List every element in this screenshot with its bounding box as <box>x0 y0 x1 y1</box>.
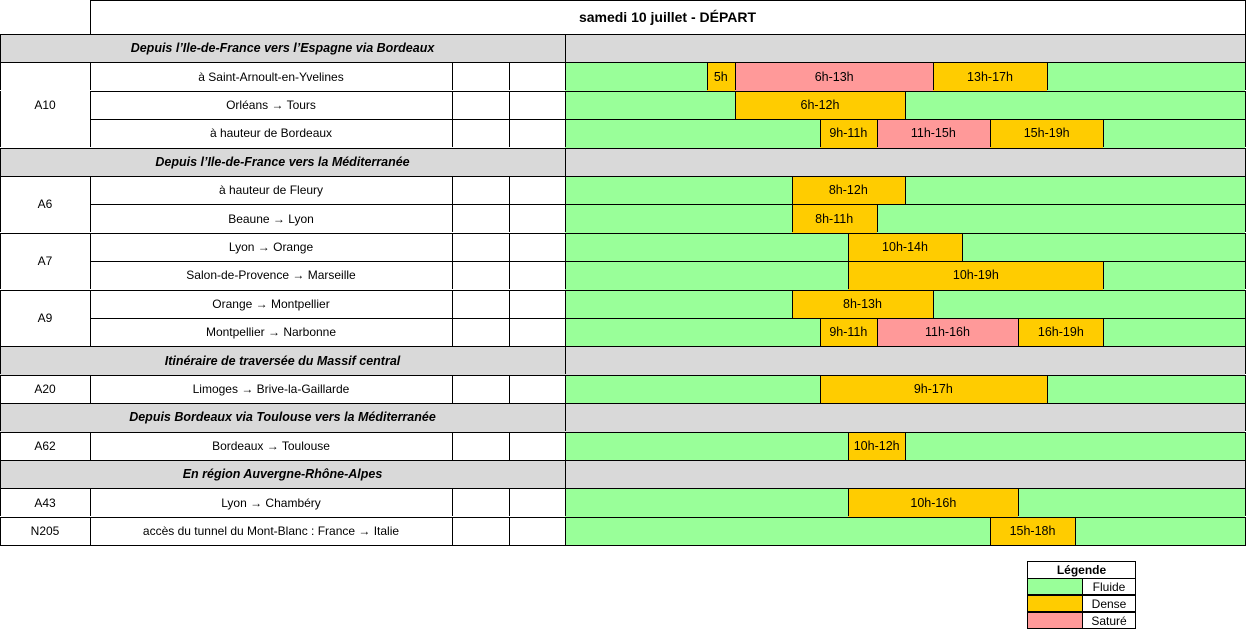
segment-border <box>1103 261 1104 289</box>
col-border <box>509 318 510 346</box>
legend-label-sature: Saturé <box>1082 613 1135 628</box>
road-label: A20 <box>34 381 56 396</box>
col-border <box>0 34 1 62</box>
segment-border <box>1047 375 1048 403</box>
col-border <box>90 233 91 261</box>
empty-cell <box>452 432 509 460</box>
empty-cell <box>452 233 509 261</box>
timeline-segment-dense: 9h-11h <box>820 318 877 346</box>
legend-swatch-dense <box>1028 596 1082 611</box>
empty-cell <box>452 261 509 289</box>
row-border <box>90 62 1246 63</box>
row-border <box>0 346 1246 347</box>
col-border <box>0 204 1 232</box>
empty-cell <box>509 233 565 261</box>
segment-border <box>877 318 878 346</box>
timeline-fluide <box>565 204 1245 232</box>
col-border <box>565 148 566 176</box>
segment-border <box>933 62 934 90</box>
segment-border <box>1103 318 1104 346</box>
col-border <box>452 290 453 318</box>
segment-border <box>877 204 878 232</box>
legend-label-dense: Dense <box>1082 596 1135 611</box>
col-border <box>0 318 1 346</box>
col-border <box>0 233 1 261</box>
road-label: A43 <box>34 495 56 510</box>
segment-border <box>792 204 793 232</box>
segment-border <box>848 261 849 289</box>
segment-border <box>1018 318 1019 346</box>
row-border <box>0 517 90 518</box>
empty-cell <box>509 517 565 545</box>
segment-border <box>990 517 991 545</box>
col-border <box>452 204 453 232</box>
route-section: Montpellier → Narbonne <box>205 325 337 340</box>
title-top-border <box>90 0 1246 1</box>
timeline-segment-dense: 6h-12h <box>735 91 905 119</box>
segment-border <box>792 290 793 318</box>
col-border <box>565 488 566 516</box>
road-label: A10 <box>34 97 56 112</box>
row-border <box>90 176 1246 177</box>
col-border <box>0 403 1 431</box>
section-header: Depuis l’Ile-de-France vers l’Espagne via Bordeaux <box>0 34 565 62</box>
legend <box>1027 561 1136 629</box>
col-border <box>565 204 566 232</box>
col-border <box>0 488 1 516</box>
col-border <box>90 517 91 545</box>
empty-cell <box>452 176 509 204</box>
empty-cell <box>509 432 565 460</box>
row-border <box>90 517 1246 518</box>
timeline-segment-dense: 9h-11h <box>820 119 877 147</box>
col-border <box>0 119 1 147</box>
col-border <box>565 119 566 147</box>
empty-cell <box>452 517 509 545</box>
segment-border <box>820 318 821 346</box>
timeline-segment-dense: 8h-12h <box>792 176 905 204</box>
legend-title: Légende <box>1027 561 1136 578</box>
empty-cell <box>452 62 509 90</box>
row-border <box>0 432 90 433</box>
col-border <box>0 517 1 545</box>
route-section: Orange → Montpellier <box>212 296 330 311</box>
segment-border <box>905 432 906 460</box>
empty-cell <box>509 119 565 147</box>
row-border <box>0 176 90 177</box>
col-border <box>0 432 1 460</box>
empty-cell <box>452 318 509 346</box>
route-section: à hauteur de Fleury <box>218 183 324 198</box>
timeline-segment-dense: 15h-19h <box>990 119 1103 147</box>
row-border <box>90 432 1246 433</box>
empty-cell <box>509 261 565 289</box>
title-left-border <box>90 0 91 34</box>
col-border <box>565 91 566 119</box>
col-border <box>565 318 566 346</box>
col-border <box>565 375 566 403</box>
col-border <box>0 91 1 119</box>
road-label: A9 <box>37 310 53 325</box>
route-section: Limoges → Brive-la-Gaillarde <box>192 381 350 396</box>
col-border <box>509 91 510 119</box>
timeline-segment-dense: 10h-14h <box>848 233 961 261</box>
col-border <box>0 290 1 318</box>
row-border <box>0 375 90 376</box>
segment-border <box>1103 119 1104 147</box>
col-border <box>0 346 1 374</box>
empty-cell <box>509 290 565 318</box>
route-section: Orléans → Tours <box>226 97 316 112</box>
col-border <box>565 176 566 204</box>
col-border <box>565 261 566 289</box>
row-border <box>0 34 1246 35</box>
col-border <box>90 91 91 119</box>
col-border <box>90 488 91 516</box>
col-border <box>452 318 453 346</box>
route-section: Salon-de-Provence → Marseille <box>186 268 356 283</box>
segment-border <box>990 119 991 147</box>
section-header-timeline <box>565 148 1245 176</box>
col-border <box>452 517 453 545</box>
timeline-segment-dense: 10h-16h <box>848 488 1018 516</box>
col-border <box>452 119 453 147</box>
timeline-fluide <box>565 517 1245 545</box>
segment-border <box>848 432 849 460</box>
col-border <box>452 432 453 460</box>
empty-cell <box>509 62 565 90</box>
timeline-segment-sature: 11h-15h <box>877 119 990 147</box>
col-border <box>509 176 510 204</box>
segment-border <box>1075 517 1076 545</box>
segment-border <box>820 119 821 147</box>
row-border <box>0 460 1246 461</box>
segment-border <box>905 91 906 119</box>
col-border <box>565 290 566 318</box>
segment-border <box>848 233 849 261</box>
segment-border <box>962 233 963 261</box>
road-label: A6 <box>37 197 53 212</box>
col-border <box>0 176 1 204</box>
row-border <box>90 318 1246 319</box>
col-border <box>509 517 510 545</box>
row-border <box>0 148 1246 149</box>
empty-cell <box>452 119 509 147</box>
legend-label-fluide: Fluide <box>1082 579 1135 594</box>
col-border <box>452 488 453 516</box>
table-bottom-border <box>0 545 1246 546</box>
col-border <box>90 432 91 460</box>
section-header: Depuis Bordeaux via Toulouse vers la Méditerranée <box>0 403 565 431</box>
section-header: Depuis l’Ile-de-France vers la Méditerranée <box>0 148 565 176</box>
col-border <box>565 460 566 488</box>
segment-border <box>1018 488 1019 516</box>
empty-cell <box>509 176 565 204</box>
col-border <box>452 91 453 119</box>
row-border <box>90 488 1246 489</box>
empty-cell <box>509 318 565 346</box>
route-section: à Saint-Arnoult-en-Yvelines <box>198 69 344 84</box>
col-border <box>565 233 566 261</box>
col-border <box>565 34 566 62</box>
route-section: Bordeaux → Toulouse <box>212 438 330 453</box>
col-border <box>509 290 510 318</box>
col-border <box>90 119 91 147</box>
row-border <box>90 233 1246 234</box>
empty-cell <box>509 204 565 232</box>
section-header: Itinéraire de traversée du Massif central <box>0 346 565 374</box>
col-border <box>509 204 510 232</box>
empty-cell <box>509 91 565 119</box>
road-label: A7 <box>37 254 53 269</box>
legend-row-dense <box>1027 595 1136 612</box>
legend-swatch-sature <box>1028 613 1082 628</box>
route-section: Beaune → Lyon <box>228 211 314 226</box>
legend-row-sature <box>1027 612 1136 629</box>
row-border <box>90 375 1246 376</box>
col-border <box>452 261 453 289</box>
timeline-segment-dense: 13h-17h <box>933 62 1046 90</box>
segment-border <box>735 62 736 90</box>
empty-cell <box>509 488 565 516</box>
col-border <box>509 119 510 147</box>
col-border <box>90 204 91 232</box>
empty-cell <box>452 204 509 232</box>
col-border <box>0 375 1 403</box>
row-border <box>0 233 90 234</box>
col-border <box>90 261 91 289</box>
col-border <box>0 261 1 289</box>
route-section: à hauteur de Bordeaux <box>209 126 333 141</box>
section-header-timeline <box>565 34 1245 62</box>
route-section: accès du tunnel du Mont-Blanc : France → Italie <box>142 523 400 538</box>
timeline-segment-dense: 10h-12h <box>848 432 905 460</box>
col-border <box>452 233 453 261</box>
row-border <box>0 62 90 63</box>
empty-cell <box>509 375 565 403</box>
col-border <box>509 233 510 261</box>
road-label: A62 <box>34 438 56 453</box>
row-border <box>90 290 1246 291</box>
timeline-segment-dense: 15h-18h <box>990 517 1075 545</box>
segment-border <box>792 176 793 204</box>
section-header-timeline <box>565 460 1245 488</box>
route-section: Lyon → Chambéry <box>221 495 321 510</box>
timeline-segment-dense: 10h-19h <box>848 261 1103 289</box>
empty-cell <box>452 488 509 516</box>
col-border <box>90 375 91 403</box>
col-border <box>0 62 1 90</box>
segment-border <box>905 176 906 204</box>
row-border <box>0 403 1246 404</box>
empty-cell <box>452 91 509 119</box>
segment-border <box>848 488 849 516</box>
segment-border <box>933 290 934 318</box>
empty-cell <box>452 375 509 403</box>
section-header-timeline <box>565 403 1245 431</box>
col-border <box>565 517 566 545</box>
empty-cell <box>452 290 509 318</box>
col-border <box>565 403 566 431</box>
col-border <box>509 62 510 90</box>
row-border <box>90 204 1246 205</box>
timeline-segment-sature: 6h-13h <box>735 62 933 90</box>
timeline-segment-dense: 9h-17h <box>820 375 1047 403</box>
section-header-timeline <box>565 346 1245 374</box>
timeline-segment-dense: 8h-13h <box>792 290 934 318</box>
timeline-segment-dense: 16h-19h <box>1018 318 1103 346</box>
col-border <box>90 318 91 346</box>
legend-swatch-fluide <box>1028 579 1082 594</box>
col-border <box>509 488 510 516</box>
row-border <box>0 488 90 489</box>
col-border <box>509 261 510 289</box>
legend-row-fluide <box>1027 578 1136 595</box>
col-border <box>452 375 453 403</box>
segment-border <box>707 62 708 90</box>
col-border <box>509 432 510 460</box>
page-title: samedi 10 juillet - DÉPART <box>578 9 757 25</box>
col-border <box>0 460 1 488</box>
timeline-segment-sature: 11h-16h <box>877 318 1019 346</box>
col-border <box>509 375 510 403</box>
row-border <box>0 290 90 291</box>
segment-border <box>1047 62 1048 90</box>
col-border <box>452 176 453 204</box>
col-border <box>452 62 453 90</box>
col-border <box>565 62 566 90</box>
timeline-segment-dense: 8h-11h <box>792 204 877 232</box>
col-border <box>0 148 1 176</box>
col-border <box>565 346 566 374</box>
row-border <box>90 119 1246 120</box>
timeline-segment-dense: 5h <box>707 62 735 90</box>
col-border <box>565 432 566 460</box>
segment-border <box>877 119 878 147</box>
row-border <box>90 91 1246 92</box>
row-border <box>90 261 1246 262</box>
segment-border <box>820 375 821 403</box>
col-border <box>90 62 91 90</box>
road-label: N205 <box>30 523 60 538</box>
segment-border <box>735 91 736 119</box>
section-header: En région Auvergne-Rhône-Alpes <box>0 460 565 488</box>
route-section: Lyon → Orange <box>228 239 314 254</box>
col-border <box>90 176 91 204</box>
col-border <box>90 290 91 318</box>
